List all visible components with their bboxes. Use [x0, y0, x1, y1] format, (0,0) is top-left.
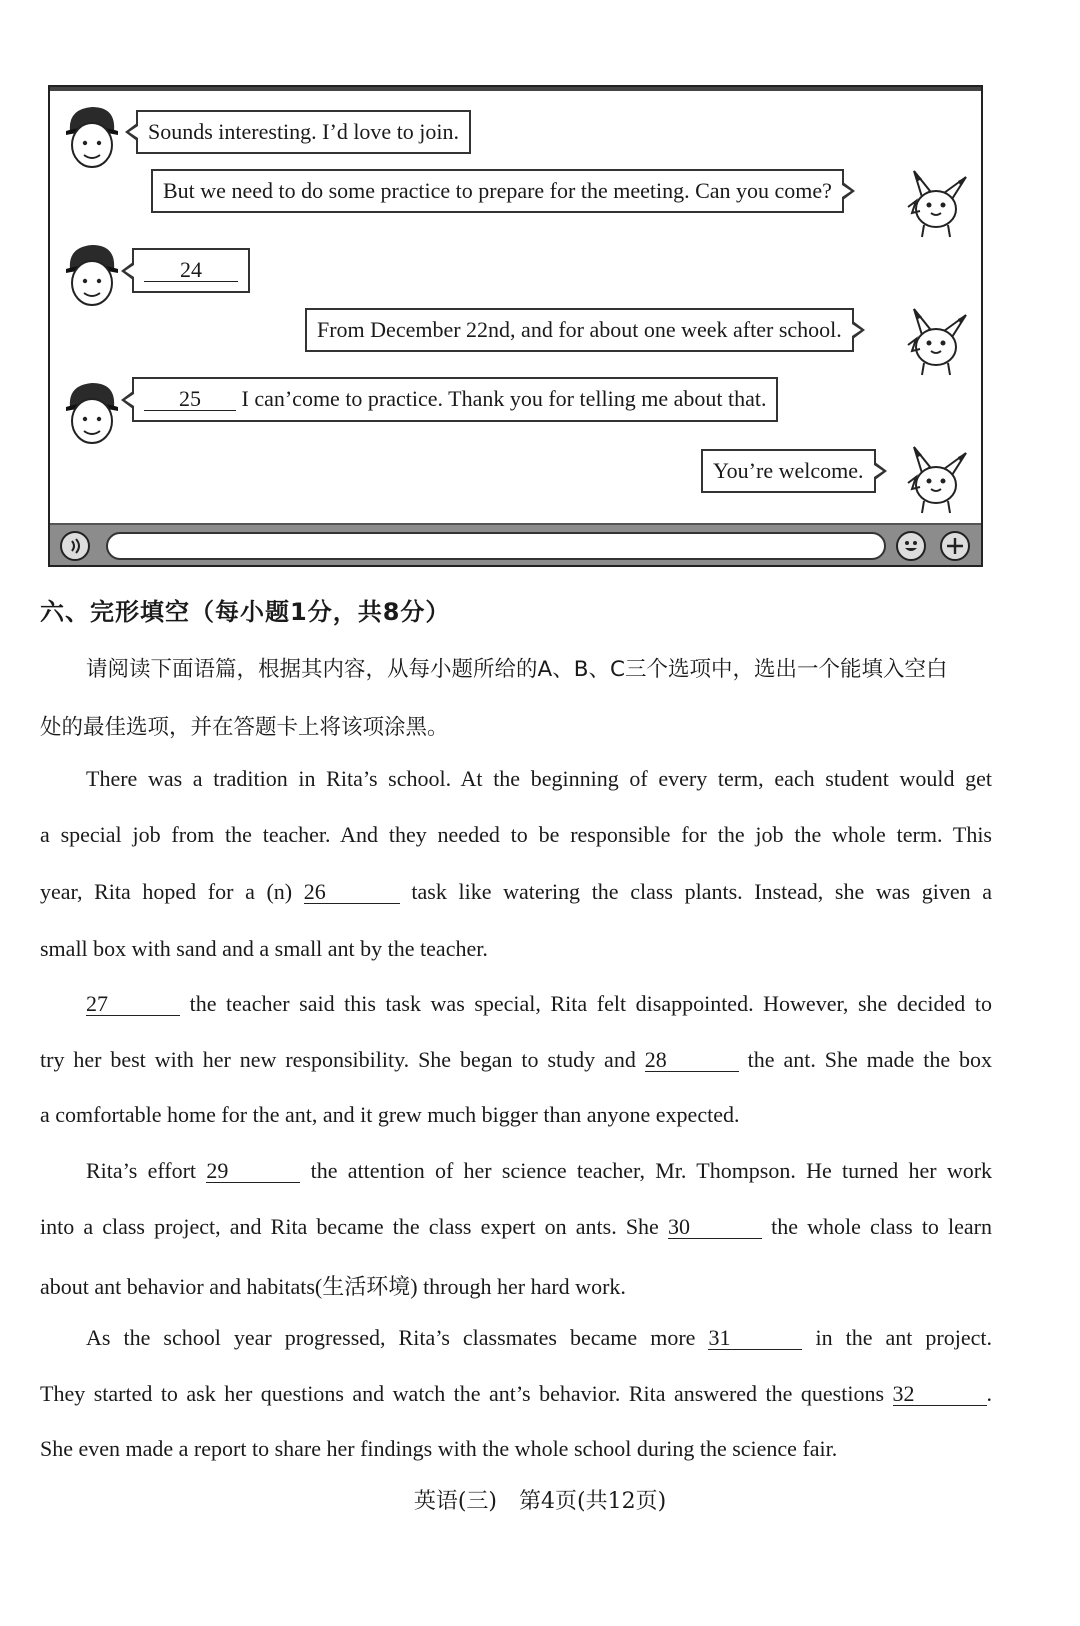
chat-message-6 [701, 449, 876, 493]
message-input[interactable] [106, 532, 886, 560]
passage-line [40, 879, 992, 905]
passage-text: try her best with her new responsibility. She began to study and [40, 1047, 636, 1072]
answer-blank-32[interactable]: 32 [893, 1383, 987, 1406]
answer-blank-30[interactable]: 30 [668, 1216, 762, 1239]
message-text: Sounds interesting. I’d love to join. [148, 119, 460, 144]
answer-blank-24[interactable]: 24 [144, 259, 238, 282]
chat-message-5 [132, 377, 778, 422]
passage-line [86, 991, 992, 1017]
passage-text: Rita’s effort [86, 1158, 197, 1183]
smiley-icon [898, 533, 924, 559]
add-button[interactable] [940, 531, 970, 561]
voice-button[interactable] [60, 531, 90, 561]
passage-text: the attention of her science teacher, Mr. Thompson. He turned her work [310, 1158, 993, 1183]
message-text: From December 22nd, and for about one week after school. [317, 317, 842, 342]
boy-avatar-icon [60, 101, 124, 171]
answer-blank-27[interactable]: 27 [86, 993, 180, 1016]
passage-text: the whole class to learn [771, 1214, 993, 1239]
message-text: I can’come to practice. Thank you for telling me about that. [241, 386, 767, 411]
passage-line: about ant behavior and habitats(生活环境) through her hard work. [40, 1274, 626, 1299]
answer-blank-29[interactable]: 29 [206, 1160, 300, 1183]
passage-text: the ant. She made the box [747, 1047, 993, 1072]
passage-line: She even made a report to share her findings with the whole school during the science fair. [40, 1436, 838, 1461]
passage-text: the teacher said this task was special, Rita felt disappointed. However, she decided to [189, 991, 992, 1016]
passage-text: year, Rita hoped for a (n) [40, 879, 293, 904]
chat-message-4 [305, 308, 854, 352]
answer-blank-26[interactable]: 26 [304, 881, 400, 904]
answer-blank-25[interactable]: 25 [144, 388, 236, 411]
boy-avatar-icon [60, 377, 124, 447]
passage-line: a special job from the teacher. And they needed to be responsible for the job the whole term. This [40, 822, 992, 847]
chat-panel [48, 85, 983, 567]
section-title: 六、完形填空（每小题1分，共8分） [40, 598, 451, 626]
passage-line [40, 1214, 992, 1240]
pikachu-avatar-icon [902, 443, 972, 515]
pikachu-avatar-icon [902, 167, 972, 239]
passage-text: in the ant project. [815, 1325, 993, 1350]
passage-line: small box with sand and a small ant by the teacher. [40, 936, 488, 961]
chat-input-bar [50, 523, 981, 565]
instruction-line-2: 处的最佳选项，并在答题卡上将该项涂黑。 [40, 715, 449, 740]
answer-blank-28[interactable]: 28 [645, 1049, 739, 1072]
passage-text: They started to ask her questions and watch the ant’s behavior. Rita answered the questions [40, 1381, 885, 1406]
page-footer: 英语(三) 第4页(共12页) [413, 1489, 667, 1514]
voice-icon [62, 533, 88, 559]
message-text: But we need to do some practice to prepare for the meeting. Can you come? [163, 178, 832, 203]
chat-message-2 [151, 169, 844, 213]
emoji-button[interactable] [896, 531, 926, 561]
passage-line: There was a tradition in Rita’s school. At the beginning of every term, each student would get [86, 766, 992, 791]
boy-avatar-icon [60, 239, 124, 309]
passage-line [86, 1158, 992, 1184]
chat-message-3 [132, 248, 250, 293]
passage-line: a comfortable home for the ant, and it grew much bigger than anyone expected. [40, 1102, 740, 1127]
pikachu-avatar-icon [902, 305, 972, 377]
passage-text: task like watering the class plants. Instead, she was given a [411, 879, 993, 904]
instruction-line-1: 请阅读下面语篇，根据其内容，从每小题所给的A、B、C三个选项中，选出一个能填入空白 [86, 657, 948, 682]
passage-line [40, 1381, 992, 1407]
passage-text: into a class project, and Rita became the class expert on ants. She [40, 1214, 659, 1239]
answer-blank-31[interactable]: 31 [708, 1327, 802, 1350]
passage-text: As the school year progressed, Rita’s classmates became more [86, 1325, 696, 1350]
passage-line [40, 1047, 992, 1073]
passage-line [86, 1325, 992, 1351]
passage-text: . [986, 1381, 993, 1406]
message-text: You’re welcome. [713, 458, 864, 483]
chat-message-1 [136, 110, 471, 154]
plus-icon [942, 533, 968, 559]
